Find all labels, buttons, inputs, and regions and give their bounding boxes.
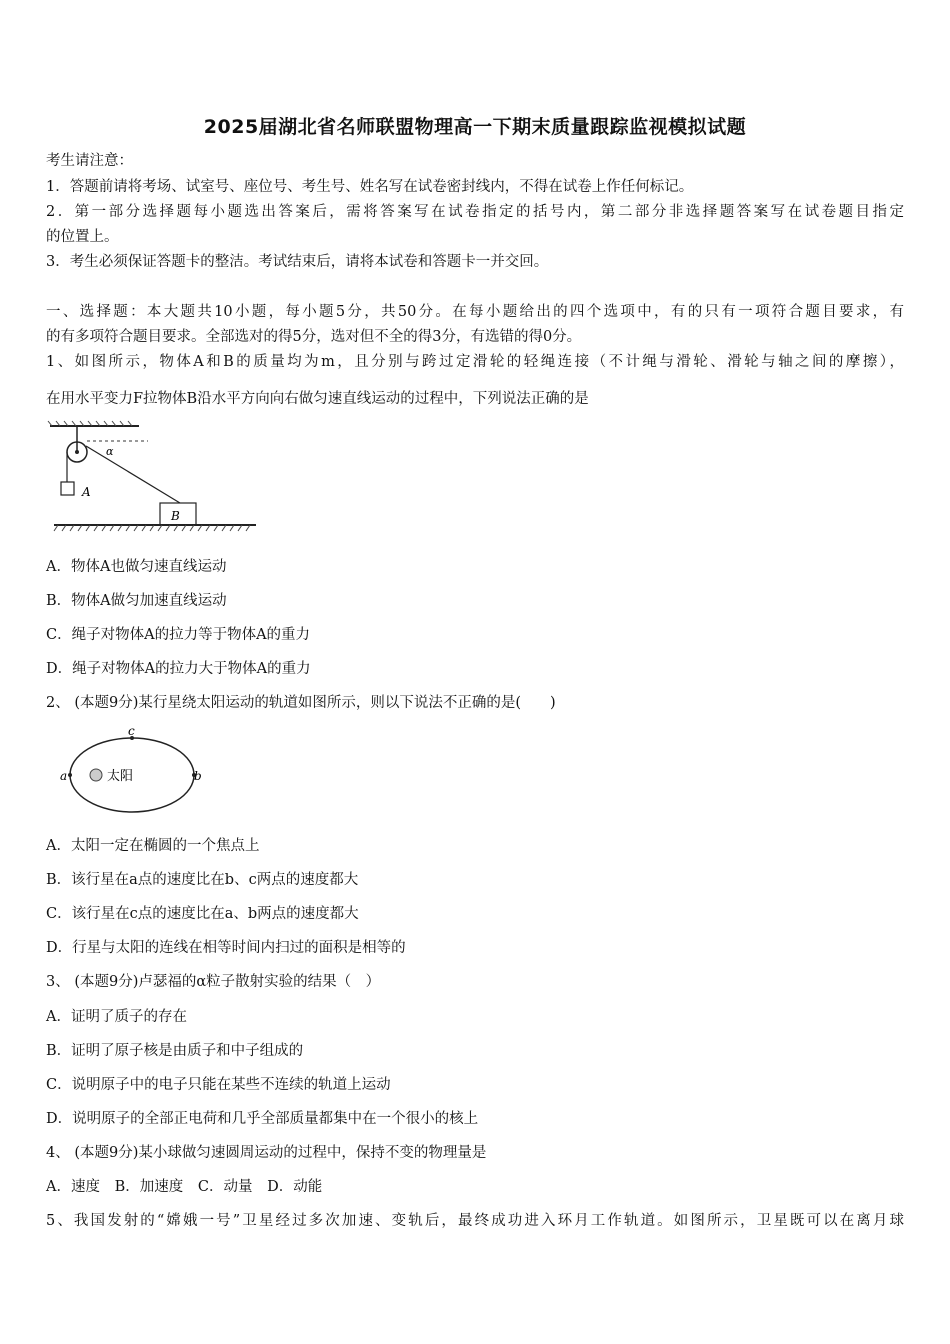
page-title: 2025届湖北省名师联盟物理高一下期末质量跟踪监视模拟试题 [203,116,747,138]
label-a: A [82,485,91,499]
q4-option-a: A．速度 [46,1179,100,1195]
section1-line-1: 一、选择题：本大题共10小题，每小题5分，共50分。在每小题给出的四个选项中，有的只有一项符合题目要求，有 [46,304,904,320]
q4-option-b: B．加速度 [114,1179,184,1195]
q2-stem: 2、 (本题9分)某行星绕太阳运动的轨道如图所示，则以下说法不正确的是( ) [46,695,556,711]
label-point-c: c [128,724,135,738]
q1-stem-line-1: 1、如图所示，物体A和B的质量均为m，且分别与跨过定滑轮的轻绳连接（不计绳与滑轮、滑轮与轴之间的摩擦）， [46,354,904,370]
q1-pulley-figure [44,420,259,538]
q1-option-a: A．物体A也做匀速直线运动 [46,559,227,575]
q3-option-d: D．说明原子的全部正电荷和几乎全部质量都集中在一个很小的核上 [46,1111,479,1127]
q4-option-c: C．动量 [197,1179,253,1195]
q2-option-c: C．该行星在c点的速度比在a、b两点的速度都大 [46,906,359,922]
q2-orbit-figure [56,724,206,814]
section1-line-2: 的有多项符合题目要求。全部选对的得5分，选对但不全的得3分，有选错的得0分。 [46,329,582,345]
notice-item-3: 3．考生必须保证答题卡的整洁。考试结束后，请将本试卷和答题卡一并交回。 [46,254,549,270]
label-alpha: α [106,445,114,458]
notice-item-1: 1．答题前请将考场、试室号、座位号、考生号、姓名写在试卷密封线内，不得在试卷上作任何标记。 [46,179,694,195]
notice-header: 考生请注意： [46,153,133,169]
q4-option-d: D．动能 [267,1179,323,1195]
label-point-a: a [60,769,68,783]
notice-item-2-line-2: 的位置上。 [46,229,119,245]
q4-options-row [46,1178,332,1196]
q2-option-a: A．太阳一定在椭圆的一个焦点上 [46,838,260,854]
q3-option-a: A．证明了质子的存在 [46,1009,187,1025]
q1-option-d: D．绳子对物体A的拉力大于物体A的重力 [46,661,311,677]
sun-icon [90,769,102,781]
q1-option-b: B．物体A做匀加速直线运动 [46,593,227,609]
q3-stem: 3、 (本题9分)卢瑟福的α粒子散射实验的结果（ ） [46,974,381,990]
label-point-b: b [194,769,202,783]
block-a [61,482,74,495]
label-sun: 太阳 [107,769,134,784]
q3-option-c: C．说明原子中的电子只能在某些不连续的轨道上运动 [46,1077,391,1093]
label-b: B [171,509,180,523]
q5-stem-line-1: 5、我国发射的“嫦娥一号”卫星经过多次加速、变轨后，最终成功进入环月工作轨道。如图所示，卫星既可以在离月球 [46,1213,904,1229]
q2-option-d: D．行星与太阳的连线在相等时间内扫过的面积是相等的 [46,940,406,956]
q1-option-c: C．绳子对物体A的拉力等于物体A的重力 [46,627,311,643]
notice-item-2-line-1: 2．第一部分选择题每小题选出答案后，需将答案写在试卷指定的括号内，第二部分非选择题答案写在试卷题目指定 [46,204,904,220]
q2-option-b: B．该行星在a点的速度比在b、c两点的速度都大 [46,872,359,888]
q3-option-b: B．证明了原子核是由质子和中子组成的 [46,1043,304,1059]
q4-stem: 4、 (本题9分)某小球做匀速圆周运动的过程中，保持不变的物理量是 [46,1145,487,1161]
q1-stem-line-2: 在用水平变力F拉物体B沿水平方向向右做匀速直线运动的过程中，下列说法正确的是 [46,391,589,407]
